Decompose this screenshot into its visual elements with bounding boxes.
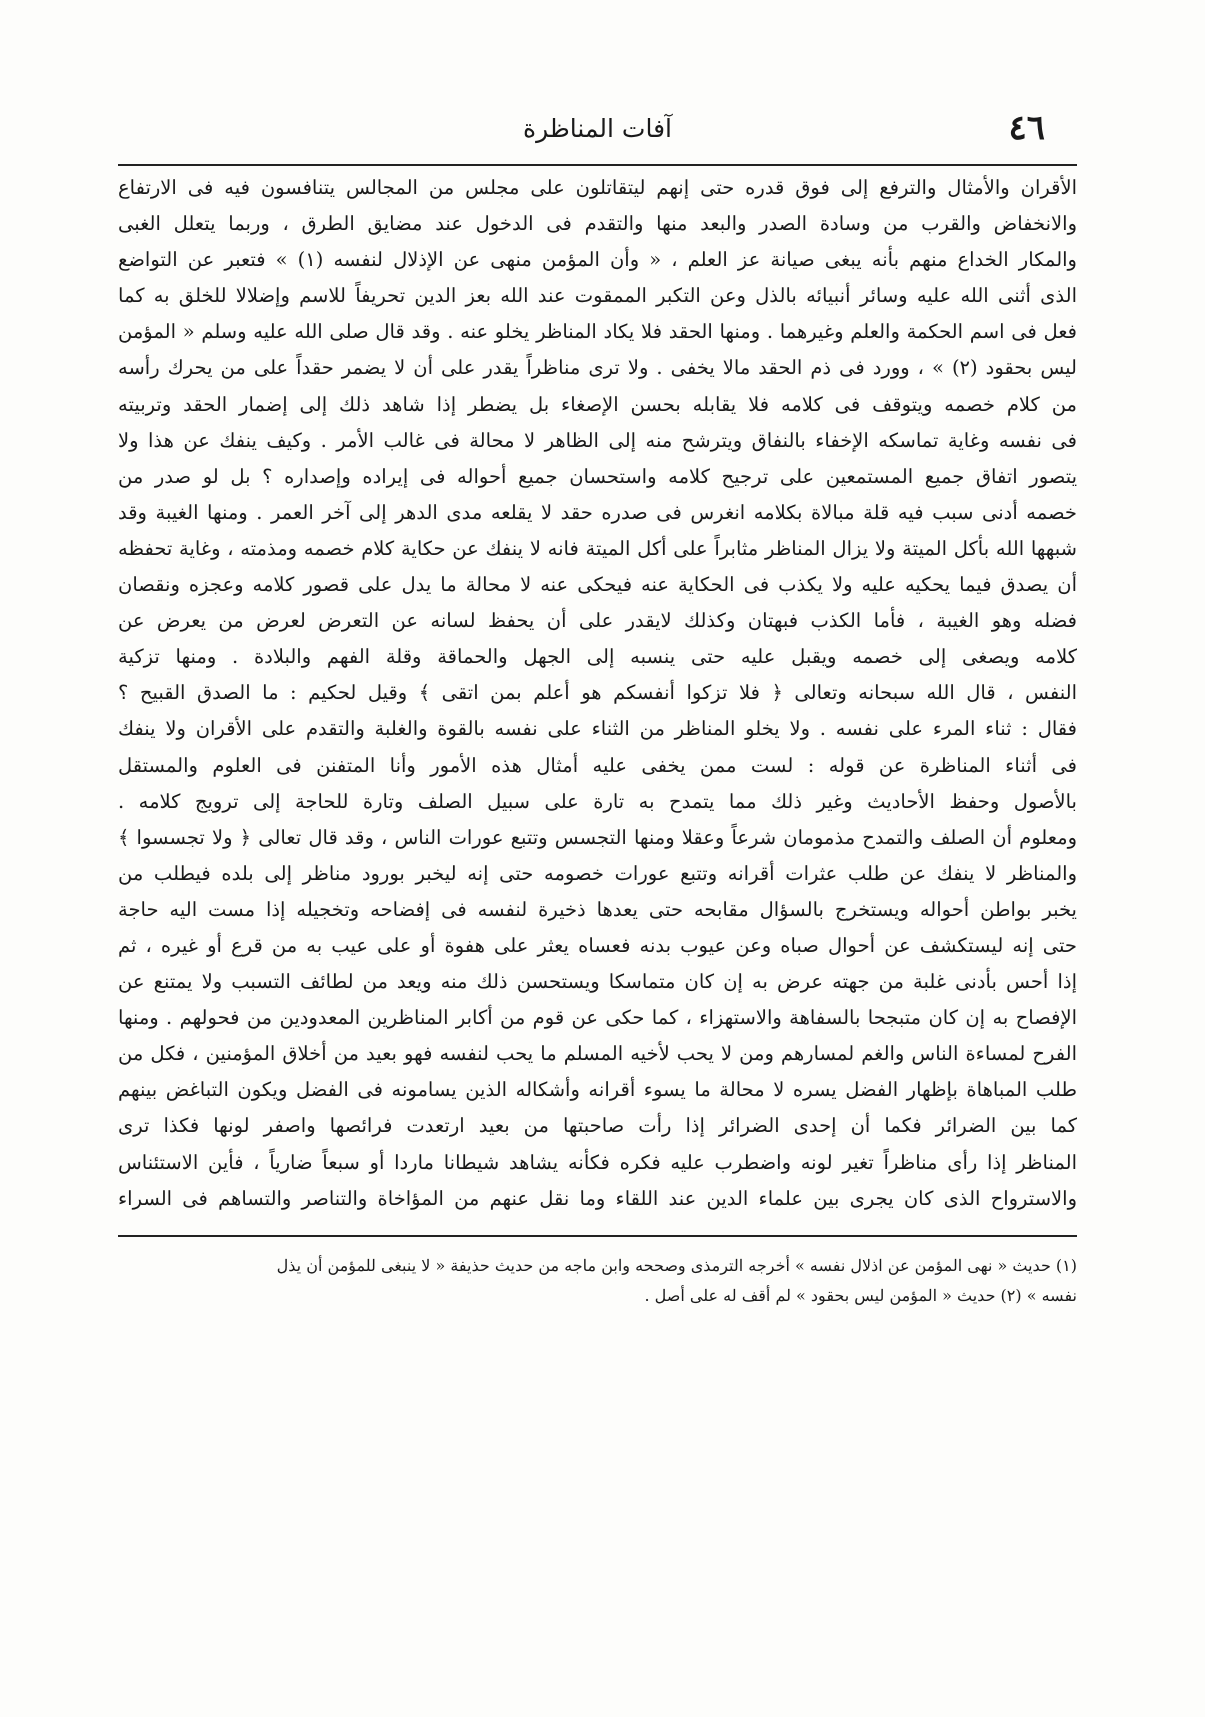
- footnote-rule: [118, 1235, 1077, 1237]
- page-header: [118, 108, 1077, 158]
- text-line: يخبر بواطن أحواله ويستخرج بالسؤال مقابحه حتى يعدها ذخيرة لنفسه فى إفضاحه وتخجيله إذا مست اليه حاجة: [118, 897, 1077, 921]
- text-line: بالأصول وحفظ الأحاديث وغير ذلك مما يتمدح به تارة على سبيل الصلف وتارة للحاجة إلى ترويج كلامه .: [118, 789, 1077, 813]
- text-line: الذى أثنى الله عليه وسائر أنبيائه بالذل وعن التكبر الممقوت عند الله بعز الدين تحريفاً للاسم وإضلالا للخلق به كما: [118, 284, 1077, 308]
- text-line: والمناظر لا ينفك عن طلب عثرات أقرانه وتتبع عورات خصومه حتى إنه ليخبر بورود مناظر إلى بلده فيطلب من: [118, 861, 1077, 885]
- text-line: كلامه ويصغى إلى خصمه ويقبل عليه حتى ينسبه إلى الجهل والحماقة وقلة الفهم والبلادة . ومنها تزكية: [118, 645, 1077, 669]
- text-line: فقال : ثناء المرء على نفسه . ولا يخلو المناظر من الثناء على نفسه بالقوة والغلبة والتقدم على الأقران ولا ينفك: [118, 717, 1077, 741]
- text-line: شبهها الله بأكل الميتة ولا يزال المناظر مثابراً على أكل الميتة فانه لا ينفك عن حكاية كلام خصمه ومذمته ، وغاية تحفظه: [118, 536, 1077, 560]
- text-line: فضله وهو الغيبة ، فأما الكذب فبهتان وكذلك لايقدر على أن يحفظ لسانه عن التعرض لعرض من يعرض عن: [118, 609, 1077, 633]
- footnote-line: نفسه » (٢) حديث « المؤمن ليس بحقود » لم أقف له على أصل .: [644, 1285, 1077, 1305]
- running-title: آفات المناظرة: [523, 114, 672, 143]
- main-text: [118, 170, 1077, 1217]
- text-line: الفرح لمساءة الناس والغم لمسارهم ومن لا يحب لأخيه المسلم ما يحب لنفسه فهو بعيد من أخلاق المؤمنين ، فكل من: [118, 1042, 1077, 1066]
- text-line: والاسترواح الذى كان يجرى بين علماء الدين عند اللقاء وما نقل عنهم من المؤاخاة والتناصر والتساهم فى السراء: [118, 1186, 1077, 1210]
- text-line: من كلام خصمه ويتوقف فى كلامه فلا يقابله بحسن الإصغاء بل يضطر إذا شاهد ذلك إلى إضمار الحقد وتربيته: [118, 392, 1077, 416]
- footnotes: [118, 1235, 1077, 1311]
- text-line: الإفصاح به إن كان متبجحا بالسفاهة والاستهزاء ، كما حكى عن قوم من أكابر المناظرين المعدودين من فحولهم . ومنها: [118, 1006, 1077, 1030]
- page-number: ٤٦: [1008, 108, 1045, 148]
- text-line: النفس ، قال الله سبحانه وتعالى ﴿ فلا تزكوا أنفسكم هو أعلم بمن اتقى ﴾ وقيل لحكيم : ما الصدق القبيح ؟: [118, 681, 1077, 705]
- text-line: والمكار الخداع منهم بأنه يبغى صيانة عز العلم ، « وأن المؤمن منهى عن الإذلال لنفسه (١) » فتعبر عن التواضع: [118, 248, 1077, 272]
- footnote-line: (١) حديث « نهى المؤمن عن اذلال نفسه » أخرجه الترمذى وصححه وابن ماجه من حديث حذيفة « لا ينبغى للمؤمن أن يذل: [276, 1255, 1077, 1275]
- text-line: الأقران والأمثال والترفع إلى فوق قدره حتى إنهم ليتقاتلون على مجلس من المجالس يتنافسون فيه فى الارتفاع: [118, 176, 1077, 199]
- text-line: خصمه أدنى سبب فيه قلة مبالاة بكلامه انغرس فى صدره حقد لا يقلعه مدى الدهر إلى آخر العمر . ومنها الغيبة وقد: [118, 500, 1077, 524]
- text-line: فعل فى اسم الحكمة والعلم وغيرهما . ومنها الحقد فلا يكاد المناظر يخلو عنه . وقد قال صلى الله عليه وسلم « المؤمن: [118, 320, 1077, 344]
- text-line: فى نفسه وغاية تماسكه الإخفاء بالنفاق ويترشح منه إلى الظاهر لا محالة فى غالب الأمر . وكيف ينفك عن هذا ولا: [118, 428, 1077, 452]
- text-line: طلب المباهاة بإظهار الفضل يسره لا محالة ما يسوء أقرانه وأشكاله الذين يسامونه فى الفضل ويكون التباغض بينهم: [118, 1078, 1077, 1102]
- text-line: والانخفاض والقرب من وسادة الصدر والبعد منها والتقدم فى الدخول عند مضايق الطرق ، وربما يتعلل الغبى: [118, 212, 1077, 236]
- header-rule: [118, 164, 1077, 166]
- text-line: المناظر إذا رأى مناظراً تغير لونه واضطرب عليه فكره فكأنه يشاهد شيطانا ماردا أو سبعاً ضارياً ، فأين الاستئناس: [118, 1150, 1077, 1174]
- text-line: فى أثناء المناظرة عن قوله : لست ممن يخفى عليه أمثال هذه الأمور وأنا المتفنن فى العلوم والمستقل: [118, 753, 1077, 777]
- text-line: كما بين الضرائر فكما أن إحدى الضرائر إذا رأت صاحبتها من بعيد ارتعدت فرائصها واصفر لونها فكذا ترى: [118, 1114, 1077, 1138]
- text-line: يتصور اتفاق جميع المستمعين على ترجيح كلامه واستحسان جميع أحواله فى إيراده وإصداره ؟ بل لو صدر من: [118, 464, 1077, 488]
- text-line: أن يصدق فيما يحكيه عليه ولا يكذب فى الحكاية عنه فيحكى عنه لا محالة ما يدل على قصور كلامه وعجزه ونقصان: [118, 573, 1077, 597]
- text-line: إذا أحس بأدنى غلبة من جهته عرض به إن كان متماسكا ويستحسن ذلك منه ويعد من لطائف التسبب ولا يمتنع عن: [118, 970, 1077, 994]
- text-line: ليس بحقود (٢) » ، وورد فى ذم الحقد مالا يخفى . ولا ترى مناظراً يقدر على أن لا يضمر حقداً على من يحرك رأسه: [118, 356, 1077, 380]
- text-line: ومعلوم أن الصلف والتمدح مذمومان شرعاً وعقلا ومنها التجسس وتتبع عورات الناس ، وقد قال تعالى ﴿ ولا تجسسوا ﴾: [118, 825, 1077, 849]
- text-line: حتى إنه ليستكشف عن أحوال صباه وعن عيوب بدنه فعساه يعثر على هفوة أو على عيب به من قرع أو غيره ، ثم: [118, 933, 1077, 957]
